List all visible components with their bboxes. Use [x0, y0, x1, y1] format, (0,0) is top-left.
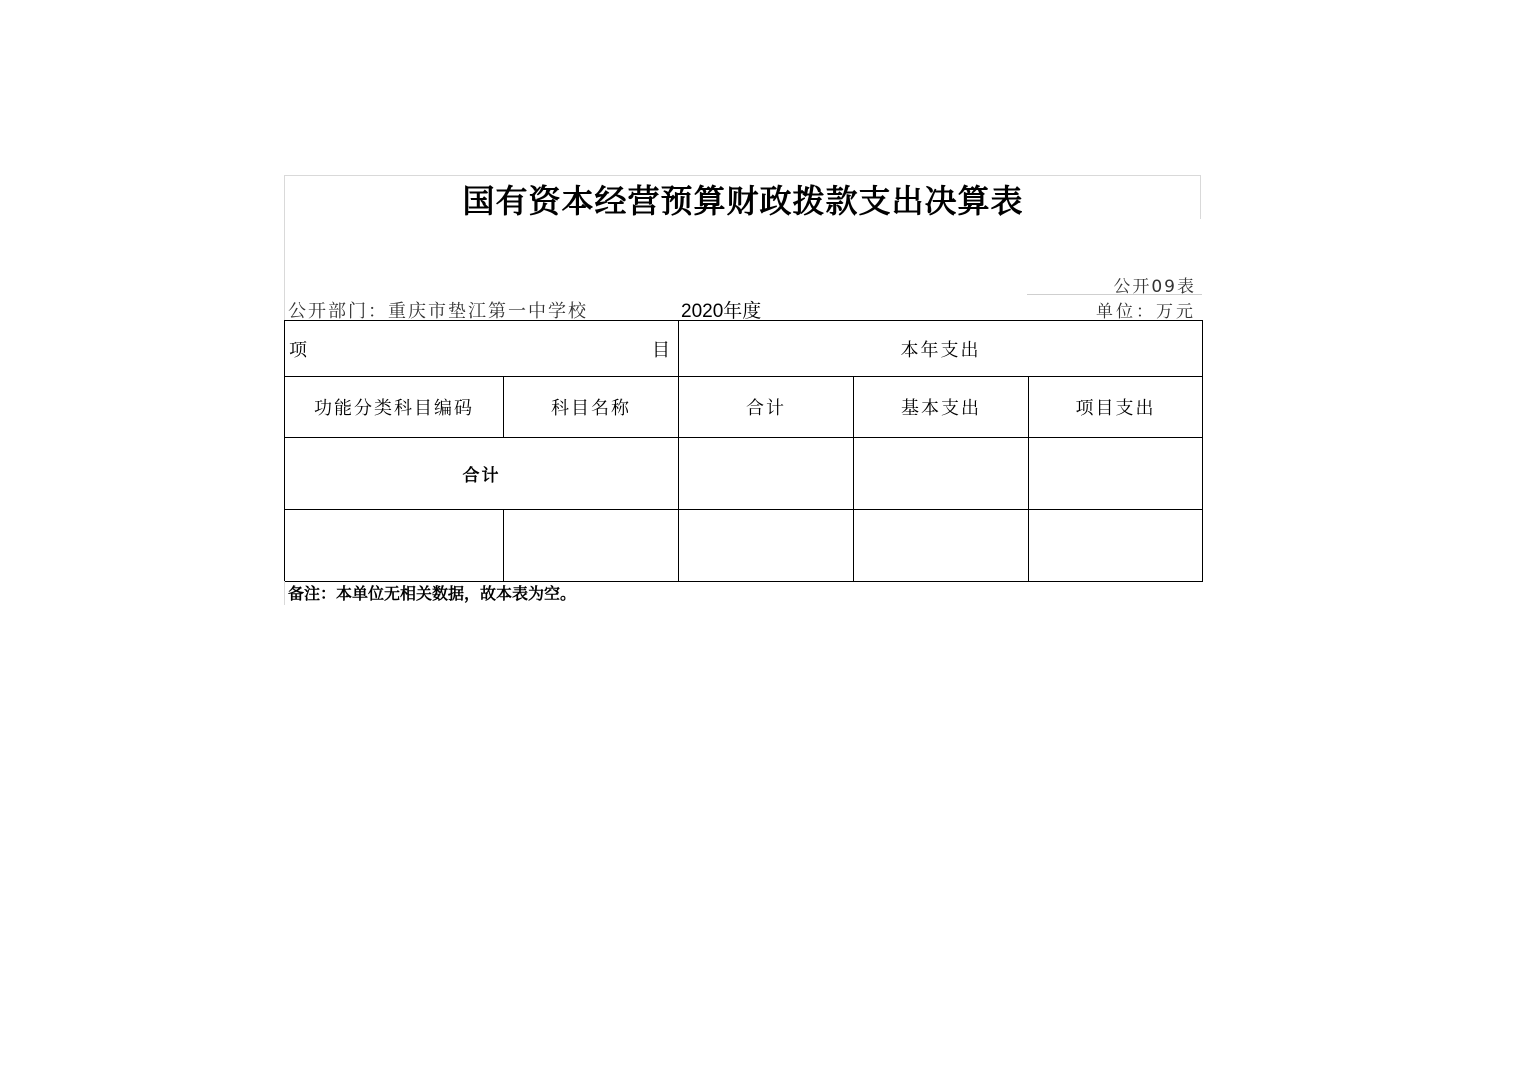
- row-name: [504, 510, 679, 582]
- total-row-project: [1029, 438, 1203, 510]
- total-header: 合计: [679, 377, 854, 438]
- total-row: [285, 438, 1203, 510]
- gridline: [284, 219, 285, 320]
- expenditure-table: [284, 320, 1203, 582]
- subject-name-header: 科目名称: [504, 377, 679, 438]
- row-total: [679, 510, 854, 582]
- gridline: [284, 581, 285, 605]
- header-row-1: [285, 321, 1203, 377]
- row-code: [285, 510, 504, 582]
- total-row-total: [679, 438, 854, 510]
- divider: [1027, 294, 1202, 295]
- unit-label: 单位：万元: [1096, 302, 1196, 322]
- project-expenditure-header: 项目支出: [1029, 377, 1203, 438]
- item-header-left: 项: [289, 339, 309, 361]
- report-title: 国有资本经营预算财政拨款支出决算表: [462, 182, 1024, 220]
- row-project: [1029, 510, 1203, 582]
- func-code-header: 功能分类科目编码: [285, 377, 504, 438]
- item-header-cell: [285, 321, 679, 377]
- total-row-basic: [854, 438, 1029, 510]
- basic-expenditure-header: 基本支出: [854, 377, 1029, 438]
- row-basic: [854, 510, 1029, 582]
- report-sheet: [284, 175, 1202, 605]
- department-label: 公开部门：重庆市垫江第一中学校: [288, 301, 588, 322]
- total-row-label: 合计: [285, 438, 679, 510]
- table-number: 公开09表: [1113, 277, 1196, 297]
- footnote: 备注：本单位无相关数据，故本表为空。: [288, 584, 577, 603]
- header-row-2: [285, 377, 1203, 438]
- current-year-expenditure-header: 本年支出: [679, 321, 1203, 377]
- table-row: [285, 510, 1203, 582]
- item-header-right: 目: [652, 339, 672, 361]
- year-label: 2020年度: [681, 301, 762, 322]
